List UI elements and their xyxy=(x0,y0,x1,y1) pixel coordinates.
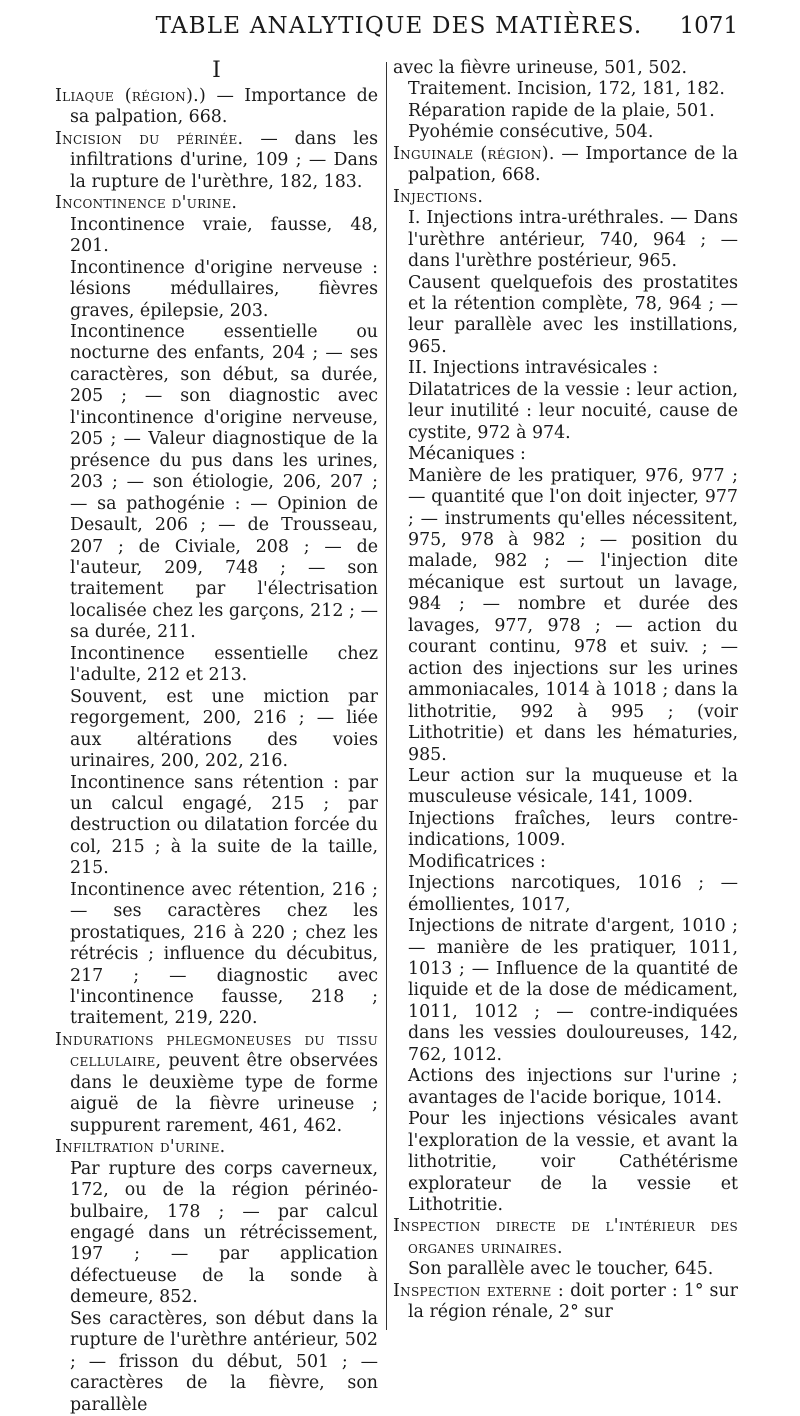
index-subentry xyxy=(55,1159,378,1309)
entry-text: Pour les injections vésicales avant l'exploration de la vessie, et avant la lithotritie, voir Cathétérisme explorateur de la vessie et Lithotritie. xyxy=(408,1109,738,1216)
entry-heading: Incision du périnée. xyxy=(55,128,244,149)
index-subentry xyxy=(393,1066,738,1109)
index-subentry xyxy=(393,809,738,852)
index-entry xyxy=(55,129,378,193)
entry-text: Incontinence essentielle ou nocturne des enfants, 204 ; — ses caractères, son début, sa durée, 205 ; — son diagnostic avec l'incontinence d'origine nerveuse, 205 ; — Valeur diagnostique de la présence du pus dans les urines, 203 ; — son étiologie, 206, 207 ; — sa pathogénie : — Opinion de Desault, 206 ; — de Trousseau, 207 ; de Civiale, 208 ; — de l'auteur, 209, 748 ; — son traitement par l'électrisation localisée chez les garçons, 212 ; — sa durée, 211. xyxy=(70,321,378,643)
entry-text: peuvent être observées dans le deuxième type de forme aiguë de la fièvre urineuse ; suppurent rarement, 461, 462. xyxy=(70,1051,378,1136)
entry-text: Actions des injections sur l'urine ; avantages de l'acide borique, 1014. xyxy=(408,1066,738,1108)
index-subentry xyxy=(393,358,738,379)
index-subentry xyxy=(55,880,378,1030)
index-subentry xyxy=(55,258,378,322)
index-subentry xyxy=(393,273,738,359)
index-subentry xyxy=(393,852,738,873)
page-number: 1071 xyxy=(679,13,738,39)
index-entry xyxy=(393,1281,738,1324)
index-subentry xyxy=(55,644,378,687)
left-entries xyxy=(55,86,378,1416)
index-entry xyxy=(55,86,378,129)
entry-heading: Injections. xyxy=(393,186,484,207)
running-header xyxy=(60,8,738,48)
index-entry xyxy=(393,1216,738,1259)
index-subentry xyxy=(393,766,738,809)
entry-text: Dilatatrices de la vessie : leur action, leur inutilité : leur nocuité, cause de cystite, 972 à 974. xyxy=(408,379,738,443)
index-entry xyxy=(55,1137,378,1158)
right-column xyxy=(393,58,738,1324)
index-subentry xyxy=(55,215,378,258)
entry-text: Réparation rapide de la plaie, 501. xyxy=(408,100,715,121)
index-subentry xyxy=(55,1309,378,1416)
header-title: TABLE ANALYTIQUE DES MATIÈRES. xyxy=(155,13,643,39)
entry-text: I. Injections intra-uréthrales. — Dans l'urèthre antérieur, 740, 964 ; — dans l'urèthre postérieur, 965. xyxy=(408,208,738,272)
entry-text: Souvent, est une miction par regorgement, 200, 216 ; — liée aux altérations des voies urinaires, 200, 202, 216. xyxy=(70,686,378,772)
entry-text: Causent quelquefois des prostatites et la rétention complète, 78, 964 ; — leur parallèle avec les instillations, 965. xyxy=(408,272,738,357)
index-subentry xyxy=(55,773,378,880)
index-subentry xyxy=(393,1109,738,1216)
entry-text: Incontinence essentielle chez l'adulte, 212 et 213. xyxy=(70,643,378,686)
entry-heading: Incontinence d'urine. xyxy=(55,193,238,214)
entry-text: Leur action sur la muqueuse et la musculeuse vésicale, 141, 1009. xyxy=(408,765,738,808)
entry-text: — dans les infiltrations d'urine, 109 ; — Dans la rupture de l'urèthre, 182, 183. xyxy=(70,128,379,192)
index-subentry xyxy=(393,466,738,766)
index-subentry xyxy=(55,322,378,644)
entry-heading: Inspection externe : xyxy=(393,1280,565,1301)
index-subentry xyxy=(55,687,378,773)
left-column xyxy=(55,58,378,1416)
entry-text: Par rupture des corps caverneux, 172, ou de la région périnéo-bulbaire, 178 ; — par calcul engagé dans un rétrécissement, 197 ; — par application défectueuse de la sonde à demeure, 852. xyxy=(70,1158,378,1308)
entry-text: Ses caractères, son début dans la rupture de l'urèthre antérieur, 502 ; — frisson du début, 501 ; — caractères de la fièvre, son parallèle xyxy=(70,1308,378,1415)
entry-text: Injections de nitrate d'argent, 1010 ; — manière de les pratiquer, 1011, 1013 ; — Influence de la quantité de liquide et de la dose de médicament, 1011, 1012 ; — contre-indiquées dans les vessies douloureuses, 142, 762, 1012. xyxy=(408,916,738,1065)
entry-text: Injections fraîches, leurs contre-indications, 1009. xyxy=(408,808,738,851)
index-entry xyxy=(393,144,738,187)
index-subentry xyxy=(393,444,738,465)
entry-text: Traitement. Incision, 172, 181, 182. xyxy=(408,79,725,100)
column-divider xyxy=(386,62,387,1330)
entry-text: doit porter : 1° sur la région rénale, 2° sur xyxy=(408,1280,738,1323)
entry-text: Incontinence d'origine nerveuse : lésions médullaires, fièvres graves, épilepsie, 203. xyxy=(70,257,378,321)
entry-heading: Infiltration d'urine. xyxy=(55,1137,226,1158)
entry-heading: Inspection directe de l'intérieur des organes urinaires. xyxy=(393,1216,738,1258)
index-subentry xyxy=(393,873,738,916)
entry-text: Incontinence avec rétention, 216 ; — ses caractères chez les prostatiques, 216 à 220 ; chez les rétrécis ; influence du décubitus, 217 ; — diagnostic avec l'incontinence fausse, 218 ; traitement, 219, 220. xyxy=(70,879,378,1029)
index-subentry xyxy=(393,1259,738,1280)
index-entry xyxy=(55,193,378,214)
index-subentry xyxy=(393,916,738,1066)
entry-heading: Indurations phlegmoneuses du tissu cellulaire, xyxy=(55,1029,378,1072)
entry-text: Manière de les pratiquer, 976, 977 ; — quantité que l'on doit injecter, 977 ; — instruments qu'elles nécessitent, 975, 978 à 982 ; — position du malade, 982 ; — l'injection dite mécanique est surtout un lavage, 984 ; — nombre et durée des lavages, 977, 978 ; — action du courant continu, 978 et suiv. ; — action des injections sur les urines ammoniacales, 1014 à 1018 ; dans la lithotritie, 992 à 995 ; (voir Lithotritie) et dans les hématuries, 985. xyxy=(408,465,738,765)
right-entries xyxy=(393,58,738,1324)
index-subentry xyxy=(393,208,738,272)
entry-text: Incontinence sans rétention : par un calcul engagé, 215 ; par destruction ou dilatation forcée du col, 215 ; à la suite de la taille, 215. xyxy=(70,772,378,879)
entry-text: Incontinence vraie, fausse, 48, 201. xyxy=(70,214,378,257)
index-entry xyxy=(393,187,738,208)
section-letter: I xyxy=(212,58,221,83)
entry-text: II. Injections intravésicales : xyxy=(408,358,659,379)
entry-text: Pyohémie consécutive, 504. xyxy=(408,122,654,143)
index-subentry xyxy=(393,79,738,100)
entry-heading: Inguinale (région). xyxy=(393,143,555,164)
index-entry xyxy=(55,1030,378,1137)
entry-text: — Importance de sa palpation, 668. xyxy=(70,86,378,128)
entry-text: — Importance de la palpation, 668. xyxy=(408,143,738,186)
entry-text: Injections narcotiques, 1016 ; — émollientes, 1017, xyxy=(408,873,738,915)
index-subentry xyxy=(393,122,738,143)
entry-heading: Iliaque (région).) xyxy=(55,86,207,106)
index-subentry xyxy=(393,101,738,122)
index-subentry xyxy=(393,380,738,444)
entry-text: Mécaniques : xyxy=(408,444,526,465)
index-subentry xyxy=(393,58,738,79)
entry-text: avec la fièvre urineuse, 501, 502. xyxy=(393,58,688,78)
entry-text: Modificatrices : xyxy=(408,851,546,872)
entry-text: Son parallèle avec le toucher, 645. xyxy=(408,1259,714,1280)
